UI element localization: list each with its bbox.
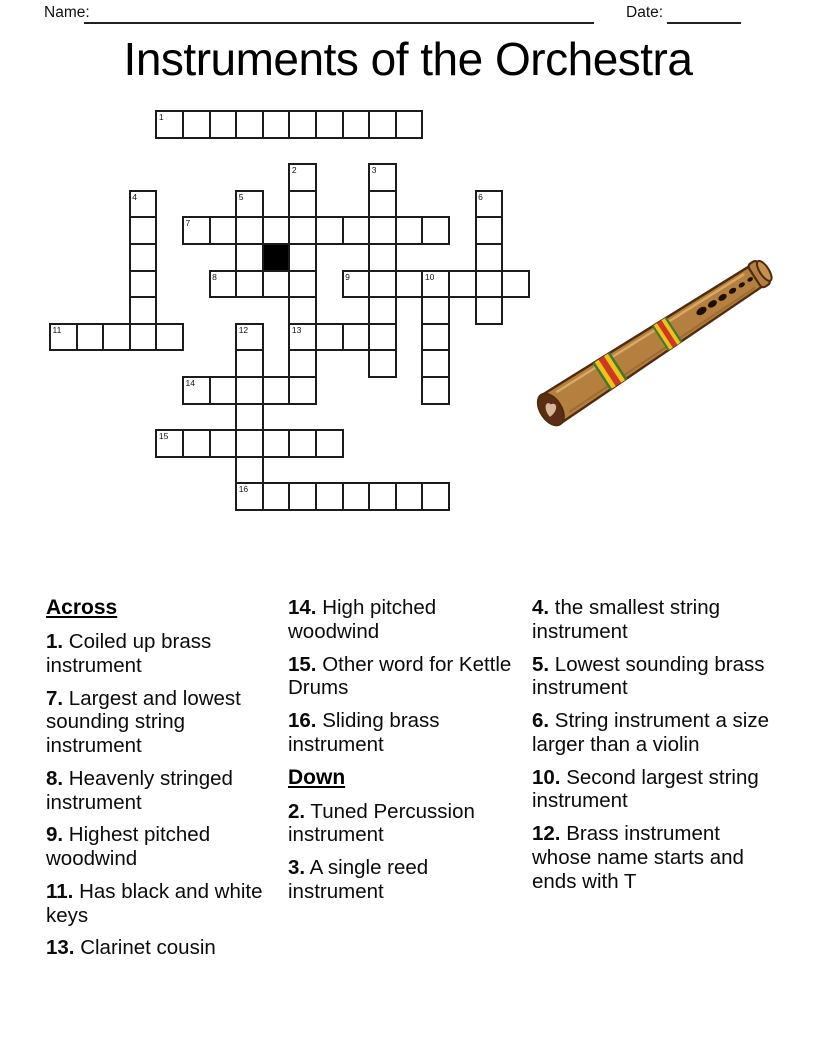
grid-cell[interactable] <box>342 270 371 299</box>
grid-cell[interactable] <box>129 190 158 219</box>
grid-cell[interactable] <box>288 163 317 192</box>
grid-cell[interactable] <box>155 429 184 458</box>
grid-cell[interactable] <box>288 482 317 511</box>
grid-cell[interactable] <box>129 216 158 245</box>
grid-cell[interactable] <box>315 429 344 458</box>
grid-cell[interactable] <box>155 323 184 352</box>
clue-item: 7. Largest and lowest sounding string instrument <box>46 686 241 758</box>
grid-cell[interactable] <box>155 110 184 139</box>
clue-number: 8. <box>46 766 64 790</box>
grid-cell[interactable] <box>209 216 238 245</box>
grid-cell[interactable] <box>368 243 397 272</box>
grid-cell[interactable] <box>262 270 291 299</box>
grid-cell[interactable] <box>235 243 264 272</box>
grid-cell[interactable] <box>288 216 317 245</box>
cell-number: 5 <box>238 191 244 202</box>
grid-cell[interactable] <box>368 349 397 378</box>
grid-cell[interactable] <box>395 270 424 299</box>
grid-cell[interactable] <box>262 376 291 405</box>
cell-number: 16 <box>238 484 249 495</box>
grid-cell[interactable] <box>342 323 371 352</box>
grid-cell[interactable] <box>235 190 264 219</box>
clue-number: 15. <box>288 652 317 676</box>
grid-cell[interactable] <box>76 323 105 352</box>
flute-highlight <box>557 272 743 395</box>
grid-cell[interactable] <box>235 216 264 245</box>
grid-cell[interactable] <box>235 429 264 458</box>
clue-column-3 <box>532 596 780 902</box>
grid-cell[interactable] <box>421 349 450 378</box>
grid-cell[interactable] <box>368 270 397 299</box>
grid-cell[interactable] <box>368 190 397 219</box>
grid-cell[interactable] <box>262 482 291 511</box>
grid-cell[interactable] <box>475 270 504 299</box>
flute-shade <box>568 288 756 412</box>
grid-cell[interactable] <box>421 296 450 325</box>
clue-item: 11. Has black and white keys <box>46 879 263 927</box>
clue-number: 7. <box>46 686 64 710</box>
grid-cell[interactable] <box>288 349 317 378</box>
grid-cell[interactable] <box>342 216 371 245</box>
grid-cell[interactable] <box>315 216 344 245</box>
grid-cell[interactable] <box>315 323 344 352</box>
clue-item: 10. Second largest string instrument <box>532 765 759 813</box>
grid-cell[interactable] <box>102 323 131 352</box>
clue-number: 10. <box>532 765 561 789</box>
grid-cell[interactable] <box>288 376 317 405</box>
grid-cell[interactable] <box>368 110 397 139</box>
cell-number: 4 <box>132 191 138 202</box>
grid-cell[interactable] <box>235 110 264 139</box>
grid-cell[interactable] <box>182 429 211 458</box>
grid-cell[interactable] <box>209 270 238 299</box>
grid-cell[interactable] <box>129 323 158 352</box>
grid-cell[interactable] <box>421 323 450 352</box>
clue-item: 9. Highest pitched woodwind <box>46 823 211 871</box>
black-cell <box>262 243 291 272</box>
grid-cell[interactable] <box>235 376 264 405</box>
grid-cell[interactable] <box>448 270 477 299</box>
grid-cell[interactable] <box>262 429 291 458</box>
clue-item: 13. Clarinet cousin <box>46 936 216 960</box>
clue-item: 2. Tuned Percussion instrument <box>288 799 475 847</box>
grid-cell[interactable] <box>421 376 450 405</box>
cell-number: 14 <box>185 378 195 388</box>
cell-number: 10 <box>424 271 435 282</box>
clue-item: 4. the smallest string instrument <box>532 596 721 643</box>
clue-item: 14. High pitched woodwind <box>288 596 437 643</box>
grid-cell[interactable] <box>209 110 238 139</box>
clue-number: 2. <box>288 799 306 823</box>
grid-cell[interactable] <box>262 216 291 245</box>
grid-cell[interactable] <box>315 110 344 139</box>
cell-number: 9 <box>345 271 350 282</box>
grid-cell[interactable] <box>129 270 158 299</box>
grid-cell[interactable] <box>342 482 371 511</box>
grid-cell[interactable] <box>368 216 397 245</box>
grid-cell[interactable] <box>288 323 317 352</box>
clue-item: 12. Brass instrument whose name starts and ends with T <box>532 822 744 893</box>
grid-cell[interactable] <box>235 482 264 511</box>
clue-number: 4. <box>532 596 550 619</box>
clue-number: 16. <box>288 709 317 733</box>
clue-column-1 <box>46 596 282 969</box>
clue-column-2 <box>288 596 516 913</box>
grid-cell[interactable] <box>421 482 450 511</box>
grid-cell[interactable] <box>288 296 317 325</box>
clue-number: 3. <box>288 856 306 880</box>
grid-cell[interactable] <box>262 110 291 139</box>
clue-item: 1. Coiled up brass instrument <box>46 630 212 677</box>
flute-band <box>593 352 628 390</box>
grid-cell[interactable] <box>49 323 78 352</box>
grid-cell[interactable] <box>288 110 317 139</box>
cell-number: 6 <box>478 191 483 202</box>
flute-collar <box>747 260 771 289</box>
grid-cell[interactable] <box>288 270 317 299</box>
grid-cell[interactable] <box>475 243 504 272</box>
grid-cell[interactable] <box>209 376 238 405</box>
grid-cell[interactable] <box>368 296 397 325</box>
grid-cell[interactable] <box>368 482 397 511</box>
grid-cell[interactable] <box>501 270 530 299</box>
cell-number: 7 <box>185 218 191 229</box>
grid-cell[interactable] <box>395 216 424 245</box>
grid-cell[interactable] <box>475 296 504 325</box>
cell-number: 15 <box>158 431 169 442</box>
grid-cell[interactable] <box>368 163 397 192</box>
clue-item: 3. A single reed instrument <box>288 856 429 903</box>
grid-cell[interactable] <box>395 110 424 139</box>
flute-band <box>652 317 682 351</box>
clue-number: 14. <box>288 596 317 619</box>
cell-number: 8 <box>212 271 217 282</box>
grid-cell[interactable] <box>235 349 264 378</box>
grid-cell[interactable] <box>182 110 211 139</box>
flute-mouth-end <box>532 389 569 430</box>
clue-item: 15. Other word for Kettle Drums <box>288 652 512 700</box>
clue-number: 6. <box>532 709 550 733</box>
cell-number: 1 <box>158 112 164 122</box>
grid-cell[interactable] <box>421 270 450 299</box>
cell-number: 11 <box>52 324 62 335</box>
cell-number: 13 <box>291 324 302 335</box>
clue-item: 6. String instrument a size larger than a violin <box>532 709 770 756</box>
clue-number: 12. <box>532 822 561 846</box>
clue-number: 13. <box>46 936 75 960</box>
clue-number: 5. <box>532 652 550 676</box>
cell-number: 12 <box>238 324 249 335</box>
grid-cell[interactable] <box>129 296 158 325</box>
name-blank-line[interactable] <box>84 6 594 24</box>
cell-number: 3 <box>371 165 377 176</box>
clue-number: 11. <box>46 879 74 903</box>
grid-cell[interactable] <box>182 216 211 245</box>
grid-cell[interactable] <box>235 403 264 432</box>
grid-cell[interactable] <box>342 110 371 139</box>
clue-item: 8. Heavenly stringed instrument <box>46 766 233 814</box>
page-title: Instruments of the Orchestra <box>123 33 693 85</box>
clue-item: 5. Lowest sounding brass instrument <box>532 652 765 700</box>
grid-cell[interactable] <box>129 243 158 272</box>
grid-cell[interactable] <box>288 190 317 219</box>
crossword-grid <box>49 110 531 512</box>
grid-cell[interactable] <box>209 429 238 458</box>
grid-cell[interactable] <box>288 429 317 458</box>
flute-body <box>541 262 766 424</box>
flute-illustration <box>512 244 802 444</box>
grid-cell[interactable] <box>395 482 424 511</box>
date-label: Date: <box>626 4 664 21</box>
grid-cell[interactable] <box>182 376 211 405</box>
grid-cell[interactable] <box>235 323 264 352</box>
grid-cell[interactable] <box>288 243 317 272</box>
clue-list-heading: Down <box>288 765 346 789</box>
date-blank-line[interactable] <box>667 6 741 24</box>
grid-cell[interactable] <box>235 270 264 299</box>
name-label: Name: <box>44 4 90 21</box>
clue-number: 9. <box>46 823 64 847</box>
flute-tip-cap <box>754 259 774 283</box>
clue-number: 1. <box>46 630 64 653</box>
grid-cell[interactable] <box>235 456 264 485</box>
grid-cell[interactable] <box>475 216 504 245</box>
grid-cell[interactable] <box>475 190 504 219</box>
clue-item: 16. Sliding brass instrument <box>288 709 440 756</box>
flute-finger-holes <box>695 275 755 317</box>
cell-number: 2 <box>291 165 297 176</box>
clue-list-heading: Across <box>46 596 118 619</box>
grid-cell[interactable] <box>421 216 450 245</box>
grid-cell[interactable] <box>315 482 344 511</box>
grid-cell[interactable] <box>368 323 397 352</box>
